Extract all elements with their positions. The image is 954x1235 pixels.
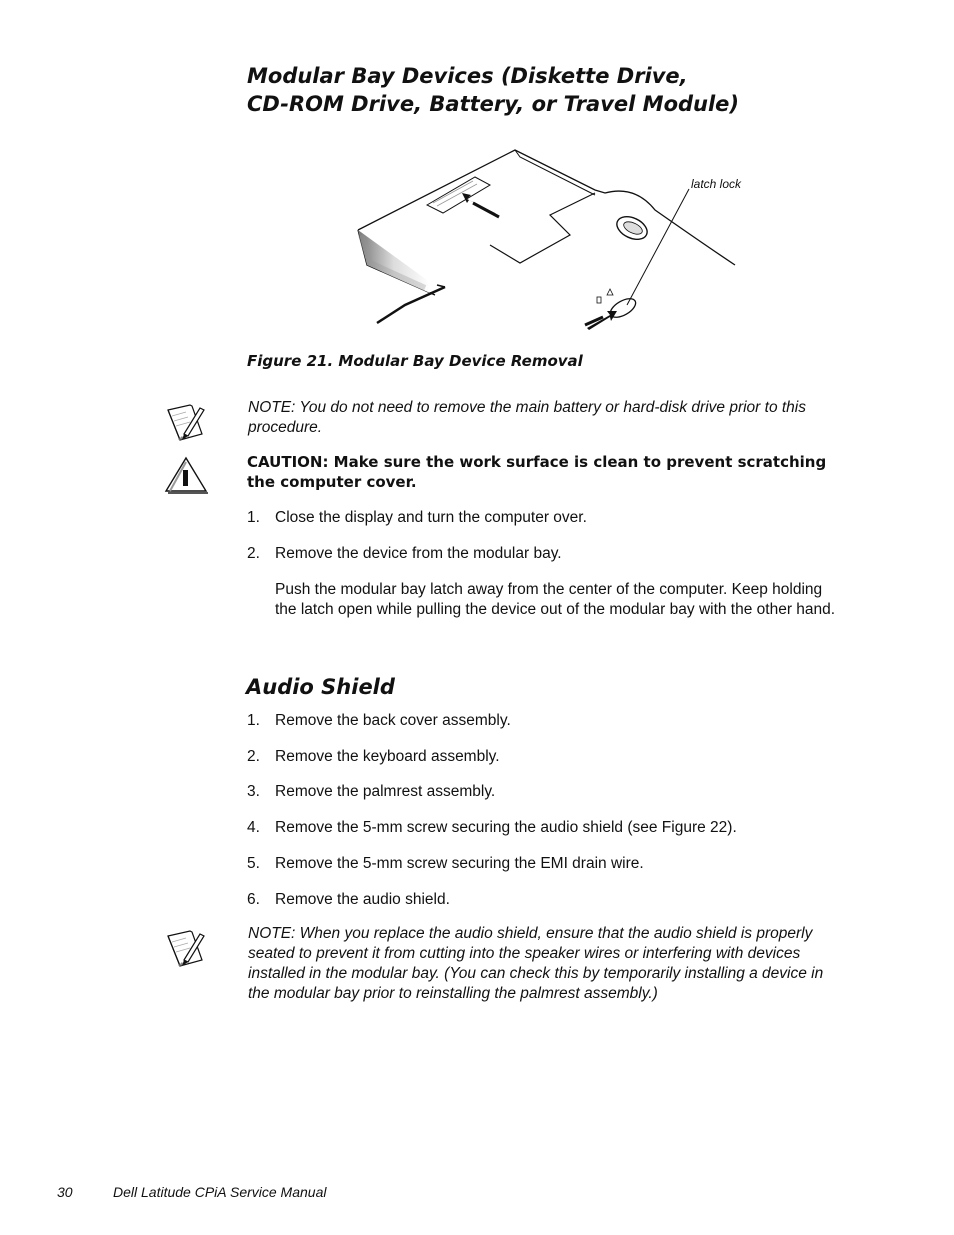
step-b6-number: 6. [247,891,260,908]
page-heading [247,62,887,118]
note-pencil-icon [162,400,210,444]
note-2: NOTE: When you replace the audio shield, ensure that the audio shield is properly seated to prevent it from cutting into the speaker wires or interfering with devices installed in the modular bay. (You can check this by temporarily installing a device in the modular bay prior to reinstalling the palmrest assembly.) [248,925,824,1002]
heading-line-1: Modular Bay Devices (Diskette Drive, [247,64,688,88]
step-a2-number: 2. [247,545,260,562]
step-b4-text: Remove the 5-mm screw securing the audio shield (see Figure 22). [275,819,737,836]
step-b4-number: 4. [247,819,260,836]
step-b3-number: 3. [247,783,260,800]
section-heading-audio-shield: Audio Shield [246,675,395,699]
latch-lock-callout: latch lock [691,177,742,191]
heading-line-2: CD-ROM Drive, Battery, or Travel Module) [247,92,740,116]
page-number: 30 [57,1184,73,1200]
step-b2-number: 2. [247,748,260,765]
footer-title: Dell Latitude CPiA Service Manual [113,1184,327,1200]
step-b5-number: 5. [247,855,260,872]
step-b6-text: Remove the audio shield. [275,891,450,908]
step-a2-text: Remove the device from the modular bay. [275,545,562,562]
modular-bay-figure [345,145,765,330]
push-arrow-upper [462,193,499,217]
step-b5-text: Remove the 5-mm screw securing the EMI drain wire. [275,855,644,872]
step-a1-text: Close the display and turn the computer over. [275,509,587,526]
callout-leader [627,189,689,305]
step-b1-text: Remove the back cover assembly. [275,712,511,729]
push-arrow-lower [585,311,617,330]
modular-bay-illustration [345,145,765,330]
note-pencil-icon [162,926,210,970]
caution-triangle-icon [162,453,210,497]
step-a1-number: 1. [247,509,260,526]
note-pencil-icon-graphic [162,926,210,970]
step-b3-text: Remove the palmrest assembly. [275,783,496,800]
note-pencil-icon-graphic [162,400,210,444]
caution-triangle-icon-graphic [162,453,210,497]
step-a2-detail: Push the modular bay latch away from the center of the computer. Keep holding the latch open while pulling the device out of the modular bay with the other hand. [275,581,836,618]
latch-lock [597,289,639,321]
release-button [613,212,650,244]
caution-text: CAUTION: Make sure the work surface is clean to prevent scratching the computer cover. [247,453,827,491]
step-b1-number: 1. [247,712,260,729]
step-b2-text: Remove the keyboard assembly. [275,748,500,765]
figure-caption: Figure 21. Modular Bay Device Removal [247,352,583,370]
note-1: NOTE: You do not need to remove the main battery or hard-disk drive prior to this procedure. [248,399,806,436]
